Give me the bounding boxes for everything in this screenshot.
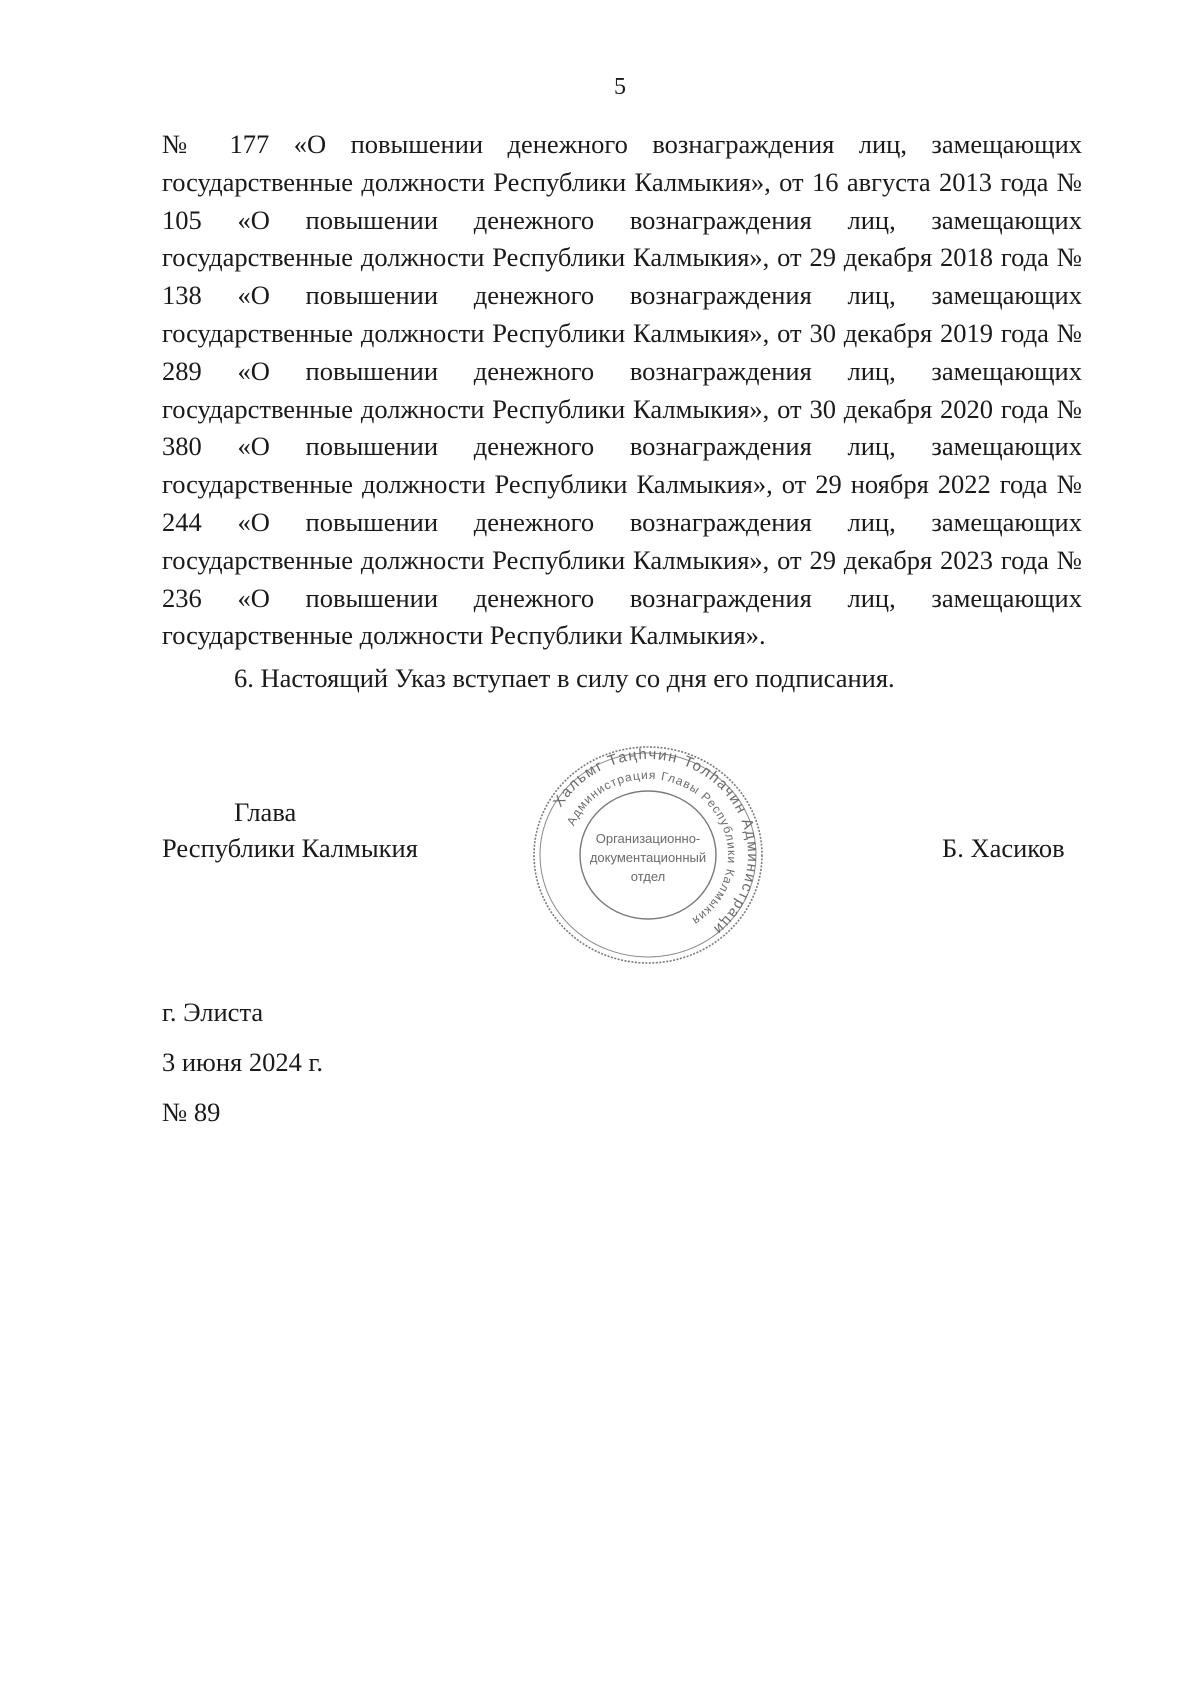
signer-title-line-1: Глава — [234, 797, 297, 827]
stamp-outer-text: Хальмг Таңһчин Толһачин Администраци — [549, 745, 762, 939]
decree-item-6: 6. Настоящий Указ вступает в силу со дня его подписания. — [234, 663, 895, 693]
place-of-signing: г. Элиста — [162, 997, 264, 1027]
stamp-center-line-2: документационный — [589, 850, 707, 865]
page-number: 5 — [614, 74, 626, 100]
official-stamp — [530, 745, 766, 965]
signer-title — [162, 794, 418, 866]
signer-name: Б. Хасиков — [942, 833, 1065, 863]
signing-date: 3 июня 2024 г. — [162, 1047, 323, 1077]
stamp-center-line-3: отдел — [630, 869, 666, 884]
stamp-inner-text: Администрация Главы Республики Калмыкия — [563, 767, 740, 929]
decree-number: № 89 — [162, 1097, 221, 1127]
decree-body-paragraph: № 177 «О повышении денежного вознаграждения лиц, замещающих государственные должности Республики Калмыкия», от 16 августа 2013 года № 105 «О повышении денежного вознаграждения лиц, замещающих государственные должности Республики Калмыкия», от 29 декабря 2018 года № 138 «О повышении денежного вознаграждения лиц, замещающих государственные должности Республики Калмыкия», от 30 декабря 2019 года № 289 «О повышении денежного вознаграждения лиц, замещающих государственные должности Республики Калмыкия», от 30 декабря 2020 года № 380 «О повышении денежного вознаграждения лиц, замещающих государственные должности Республики Калмыкия», от 29 ноября 2022 года № 244 «О повышении денежного вознаграждения лиц, замещающих государственные должности Республики Калмыкия», от 29 декабря 2023 года № 236 «О повышении денежного вознаграждения лиц, замещающих государственные должности Республики Калмыкия». — [162, 129, 1082, 651]
stamp-center-line-1: Организационно- — [595, 831, 701, 846]
signer-title-line-2: Республики Калмыкия — [162, 833, 418, 863]
